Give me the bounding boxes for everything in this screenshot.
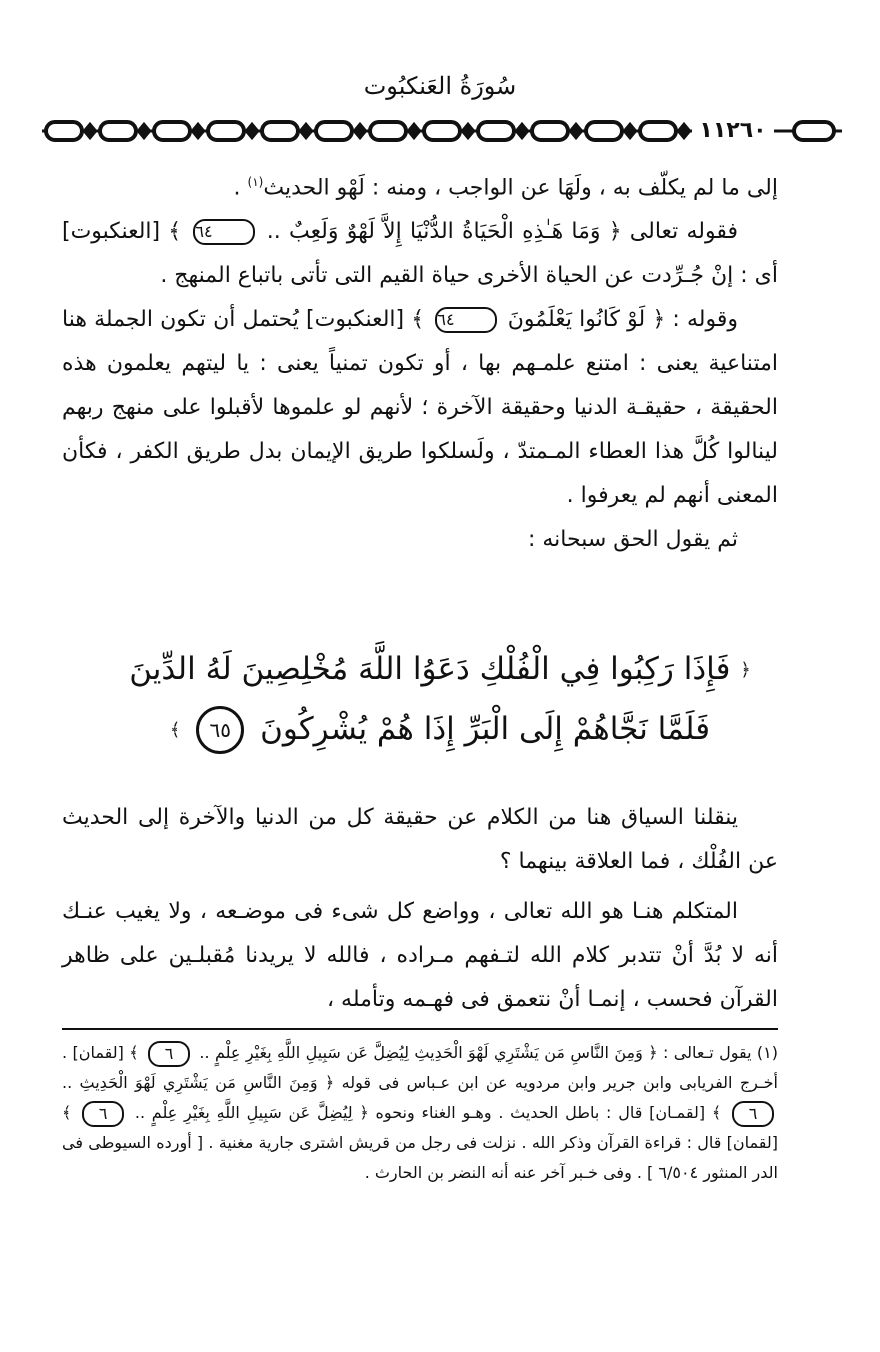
verse-number-marker: ٦٤	[193, 219, 254, 245]
footnote-text: (١) يقول تـعالى : ﴿ وَمِنَ النَّاسِ مَن يَشْتَرِي لَهْوَ الْحَدِيثِ لِيُضِلَّ عَن سَبِيلِ اللَّهِ بِغَيْرِ عِلْمٍ ..	[193, 1043, 779, 1062]
chain-diamond	[625, 125, 635, 137]
main-text-lower	[62, 796, 778, 1022]
paragraph-text: ﴾ [العنكبوت] أى : إنْ جُـرِّدت عن الحياة الأخرى حياة القيم التى تأتى باتباع المنهج .	[62, 219, 778, 289]
verse-number-circle: ٦٥	[196, 706, 244, 754]
chain-link	[154, 122, 190, 140]
footnote-text: ﴾ [لقمان] قال : قراءة القرآن وذكر الله . نزلت فى رجل من قريش اشترى جارية مغنية . [ أورده السيوطى فى الدر المنثور ٦/٥٠٤ ] . وفى خـبر آخر عنه أنه النضر بن الحارث .	[62, 1103, 778, 1182]
main-text-upper	[62, 160, 778, 562]
chain-link	[532, 122, 568, 140]
paragraph-text: وقوله : ﴿ لَوْ كَانُوا يَعْلَمُونَ	[500, 307, 738, 333]
chain-link	[100, 122, 136, 140]
chain-diamond	[463, 125, 473, 137]
quran-verse	[90, 640, 790, 759]
chain-link	[794, 122, 834, 140]
verse-open-ornament: ﴿	[740, 659, 751, 681]
chain-diamond	[139, 125, 149, 137]
chain-link	[424, 122, 460, 140]
chain-diamond	[85, 125, 95, 137]
chain-diamond	[301, 125, 311, 137]
chain-diamond	[355, 125, 365, 137]
paragraph: ثم يقول الحق سبحانه :	[527, 527, 738, 553]
footnote	[62, 1038, 778, 1188]
verse-line-2	[90, 700, 790, 760]
paragraph: المتكلم هنـا هو الله تعالى ، وواضع كل شىء فى موضـعه ، ولا يغيب عنـك أنه لا بُدَّ أنْ تتدبر كلام الله لتـفهم مـراده ، فالله لا يريدنا مُقبلـين على ظاهر القرآن فحسب ، إنمـا أنْ نتعمق فى فهـمه وتأمله ،	[62, 899, 778, 1012]
chain-link	[370, 122, 406, 140]
chain-link	[478, 122, 514, 140]
verse-number-marker: ٦	[148, 1041, 190, 1067]
paragraph: ينقلنا السياق هنا من الكلام عن حقيقة كل من الدنيا والآخرة إلى الحديث عن الفُلْك ، فما العلاقة بينهما ؟	[62, 805, 778, 874]
chain-link	[46, 122, 82, 140]
chain-diamond	[409, 125, 419, 137]
verse-line-text: فَإِذَا رَكِبُوا فِي الْفُلْكِ دَعَوُا اللَّهَ مُخْلِصِينَ لَهُ الدِّينَ	[129, 651, 731, 687]
paragraph-text: فقوله تعالى ﴿ وَمَا هَـٰذِهِ الْحَيَاةُ الدُّنْيَا إِلاَّ لَهْوٌ وَلَعِبٌ ..	[258, 219, 738, 245]
verse-number-marker: ٦	[82, 1101, 124, 1127]
paragraph-text: إلى ما لم يكلّف به ، ولَهَا عن الواجب ، ومنه : لَهْو الحديث	[263, 175, 778, 201]
paragraph	[62, 210, 778, 298]
paragraph	[62, 298, 778, 518]
chain-diamond	[679, 125, 689, 137]
footnote-divider	[62, 1028, 778, 1030]
footnote-reference: (١)	[247, 175, 264, 189]
chain-diamond	[517, 125, 527, 137]
chain-link	[586, 122, 622, 140]
paragraph-text: ﴾ [العنكبوت] يُحتمل أن تكون الجملة هنا امتناعية يعنى : امتنع علمـهم بها ، أو تكون تمنياً يعنى : يا ليتهم يعلمون هذه الحقيقة ، حقيقـة الدنيا وحقيقة الآخرة ؛ لأنهم لو علموها لأقبلوا على منهج ربهم لينالوا كُلَّ هذا العطاء المـمتدّ ، ولَسلكوا طريق الإيمان بدل طريق الكفر ، فكأن المعنى أنهم لم يعرفوا .	[62, 307, 778, 509]
page-number: ١١٢٦٠	[692, 116, 774, 146]
chain-link	[640, 122, 676, 140]
verse-number-marker: ٦٤	[435, 307, 496, 333]
verse-line-text: فَلَمَّا نَجَّاهُمْ إِلَى الْبَرِّ إِذَا هُمْ يُشْرِكُونَ	[260, 710, 711, 747]
chain-diamond	[193, 125, 203, 137]
chain-link	[316, 122, 352, 140]
verse-line-1	[90, 640, 790, 700]
surah-title: سُورَةُ العَنكبُوت	[363, 72, 517, 100]
verse-number-marker: ٦	[732, 1101, 774, 1127]
chain-diamond	[571, 125, 581, 137]
footnote-text: ﴾ [لقمان] . أخـرج الفريابى وابن جرير وابن مردويه عن ابن عـباس فى قوله ﴿ وَمِنَ النَّاسِ مَن يَشْتَرِي لَهْوَ الْحَدِيثِ ..	[62, 1043, 778, 1092]
verse-close-ornament: ﴾	[169, 719, 181, 740]
footnote-text: ﴾ [لقمـان] قال : باطل الحديث . وهـو الغناء ونحوه ﴿ لِيُضِلَّ عَن سَبِيلِ اللَّهِ بِغَيْرِ عِلْمٍ ..	[128, 1103, 728, 1122]
chain-link	[208, 122, 244, 140]
chain-diamond	[247, 125, 257, 137]
chain-link	[262, 122, 298, 140]
paragraph: إلى ما لم يكلّف به ، ولَهَا عن الواجب ، ومنه : لَهْو الحديث$^{(١)}$ .	[233, 175, 778, 201]
